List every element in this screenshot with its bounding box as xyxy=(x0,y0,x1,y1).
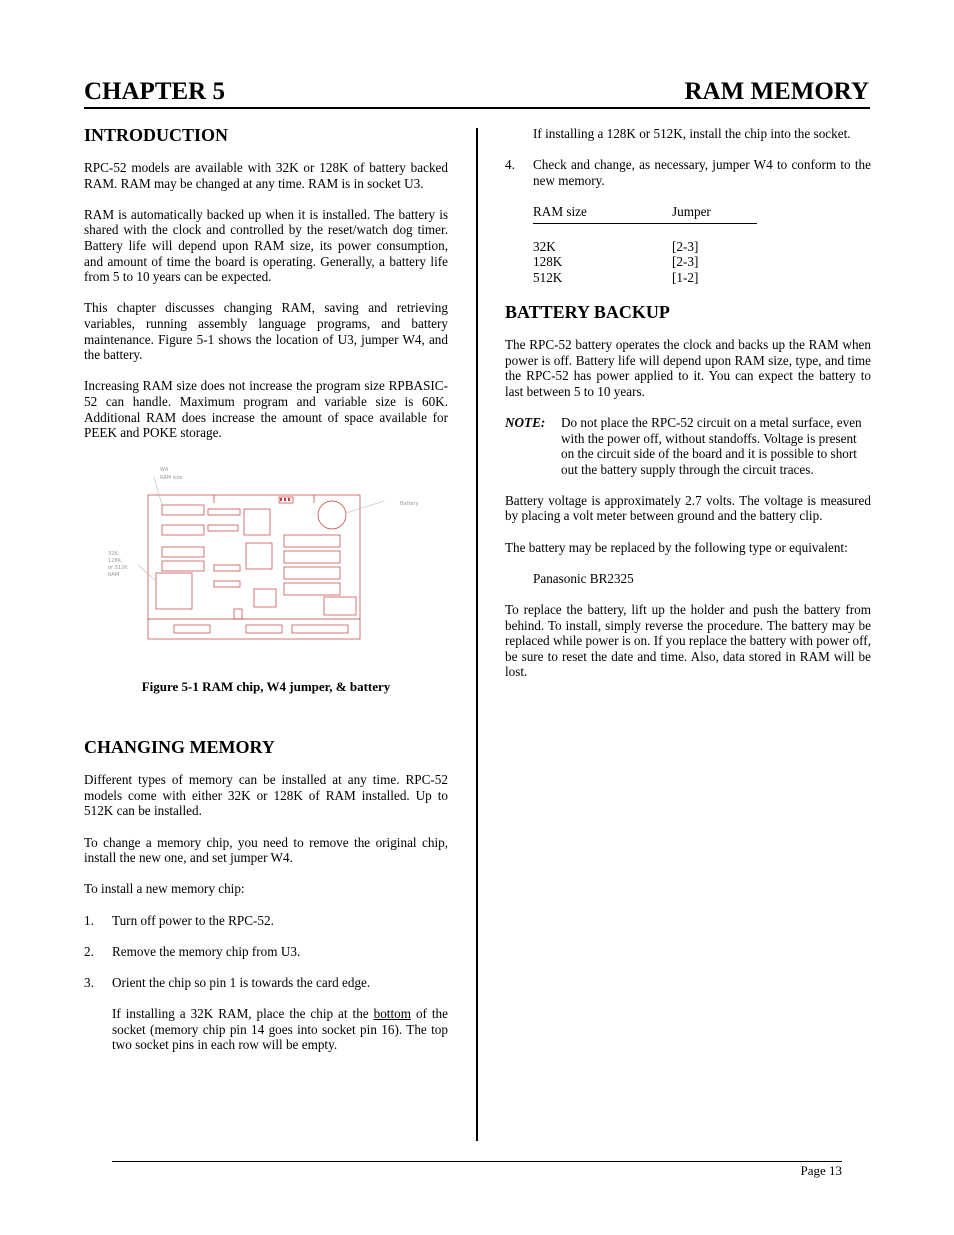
battery-paragraph-3: The battery may be replaced by the following type or equivalent: xyxy=(505,539,848,555)
step-3-detail-post: of the socket (memory chip pin 14 goes into socket pin 16). The top two socket pins in each row will be empty. xyxy=(112,1006,448,1053)
step-number: 3. xyxy=(84,975,94,990)
step-item xyxy=(84,944,448,960)
figure-label-ram-line: 128K, xyxy=(108,557,123,564)
step-text: Orient the chip so pin 1 is towards the card edge. xyxy=(112,975,371,990)
board-figure xyxy=(84,465,448,645)
intro-paragraph-3: This chapter discusses changing RAM, saving and retrieving variables, running assembly language programs, and battery maintenance. Figure 5-1 shows the location of U3, jumper W4, and the battery. xyxy=(84,300,448,363)
intro-paragraph-4: Increasing RAM size does not increase the program size RPBASIC-52 can handle. Maximum program and variable size is 60K. Additional RAM does increase the amount of space available for PEEK and POKE storage. xyxy=(84,378,448,441)
battery-heading: BATTERY BACKUP xyxy=(505,301,670,322)
left-column xyxy=(84,124,448,1069)
cell-ram-size: 32K xyxy=(533,238,556,254)
intro-paragraph-1: RPC-52 models are available with 32K or 128K of battery backed RAM. RAM may be changed at any time. RAM is in socket U3. xyxy=(84,160,448,191)
battery-paragraph-2: Battery voltage is approximately 2.7 volts. The voltage is measured by placing a volt meter between ground and the battery clip. xyxy=(505,492,871,524)
jumper-table-header xyxy=(533,204,757,224)
column-divider xyxy=(476,128,478,1141)
battery-paragraph-4: To replace the battery, lift up the holder and push the battery from behind. To install, simply reverse the procedure. The battery may be replaced while power is on. If you replace the battery with power off, be sure to reset the date and time. Also, data stored in RAM will be lost. xyxy=(505,602,871,680)
step-3-detail-pre: If installing a 32K RAM, place the chip at the xyxy=(112,1006,374,1022)
step-text: Remove the memory chip from U3. xyxy=(112,943,301,959)
step-text: Turn off power to the RPC-52. xyxy=(112,912,274,928)
battery-paragraph-1: The RPC-52 battery operates the clock and backs up the RAM when power is off. Battery life will depend upon RAM size, type, and time the RPC-52 has power applied to it. You can expect the battery to last between 5 to 10 years. xyxy=(505,336,871,399)
changing-heading: CHANGING MEMORY xyxy=(84,737,275,758)
figure-label-battery: Battery xyxy=(400,500,419,507)
changing-paragraph-2: To change a memory chip, you need to remove the original chip, install the new one, and set jumper W4. xyxy=(84,834,448,866)
column-header-ram-size: RAM size xyxy=(533,203,587,219)
circuit-board-diagram xyxy=(84,465,448,645)
step-item xyxy=(84,913,448,929)
intro-paragraph-2: RAM is automatically backed up when it is installed. The battery is shared with the clock and controlled by the reset/watch dog timer. Battery life will depend upon RAM size, its power consumption, and amount of time the board is operating. Generally, a battery life from 5 to 10 years can be expected. xyxy=(84,206,448,285)
step-3-detail xyxy=(112,1006,448,1053)
cell-ram-size: 512K xyxy=(533,269,563,285)
figure-label-ram-line: RAM xyxy=(108,571,120,578)
figure-label-ram-size: RAM size xyxy=(160,474,183,481)
step-3-detail-underlined: bottom xyxy=(373,1006,411,1022)
figure-caption: Figure 5-1 RAM chip, W4 jumper, & battery xyxy=(141,678,391,694)
table-row xyxy=(533,270,757,286)
cell-jumper: [2-3] xyxy=(672,254,699,270)
battery-part: Panasonic BR2325 xyxy=(533,570,634,586)
column-header-jumper: Jumper xyxy=(672,203,711,219)
chapter-title: RAM MEMORY xyxy=(684,78,869,105)
step-3-detail-2: If installing a 128K or 512K, install the chip into the socket. xyxy=(533,126,851,141)
cell-ram-size: 128K xyxy=(533,254,563,270)
step-number: 4. xyxy=(505,157,515,173)
step-item xyxy=(505,157,871,188)
cell-jumper: [2-3] xyxy=(672,238,699,254)
right-column xyxy=(505,126,871,696)
jumper-table xyxy=(533,204,757,285)
table-row xyxy=(533,254,757,270)
changing-paragraph-1: Different types of memory can be installed at any time. RPC-52 models come with either 32K or 128K of RAM installed. Up to 512K can be installed. xyxy=(84,772,448,819)
intro-heading: INTRODUCTION xyxy=(84,125,229,145)
step-number: 2. xyxy=(84,943,94,959)
changing-paragraph-3: To install a new memory chip: xyxy=(84,881,245,897)
footer-rule xyxy=(112,1161,842,1162)
figure-label-w4: W4 xyxy=(160,466,169,473)
figure-label-ram-line: 32K, xyxy=(108,550,120,557)
page-number: Page 13 xyxy=(800,1163,842,1178)
note-label: NOTE: xyxy=(505,414,546,430)
header-rule xyxy=(84,107,870,109)
cell-jumper: [1-2] xyxy=(672,269,699,285)
figure-label-ram xyxy=(108,551,129,578)
note-text: Do not place the RPC-52 circuit on a metal surface, even with the power off, without standoffs. Voltage is present on the circuit side of the board and it is possible to short out the battery supply through the circuit traces. xyxy=(561,414,862,477)
step-item xyxy=(84,975,448,991)
note-block xyxy=(505,415,871,477)
figure-label-ram-line: or 512K xyxy=(108,564,128,571)
step-text: Check and change, as necessary, jumper W4 to conform to the new memory. xyxy=(533,157,871,188)
chapter-number: CHAPTER 5 xyxy=(84,78,225,105)
table-row xyxy=(533,239,757,255)
step-number: 1. xyxy=(84,912,94,928)
